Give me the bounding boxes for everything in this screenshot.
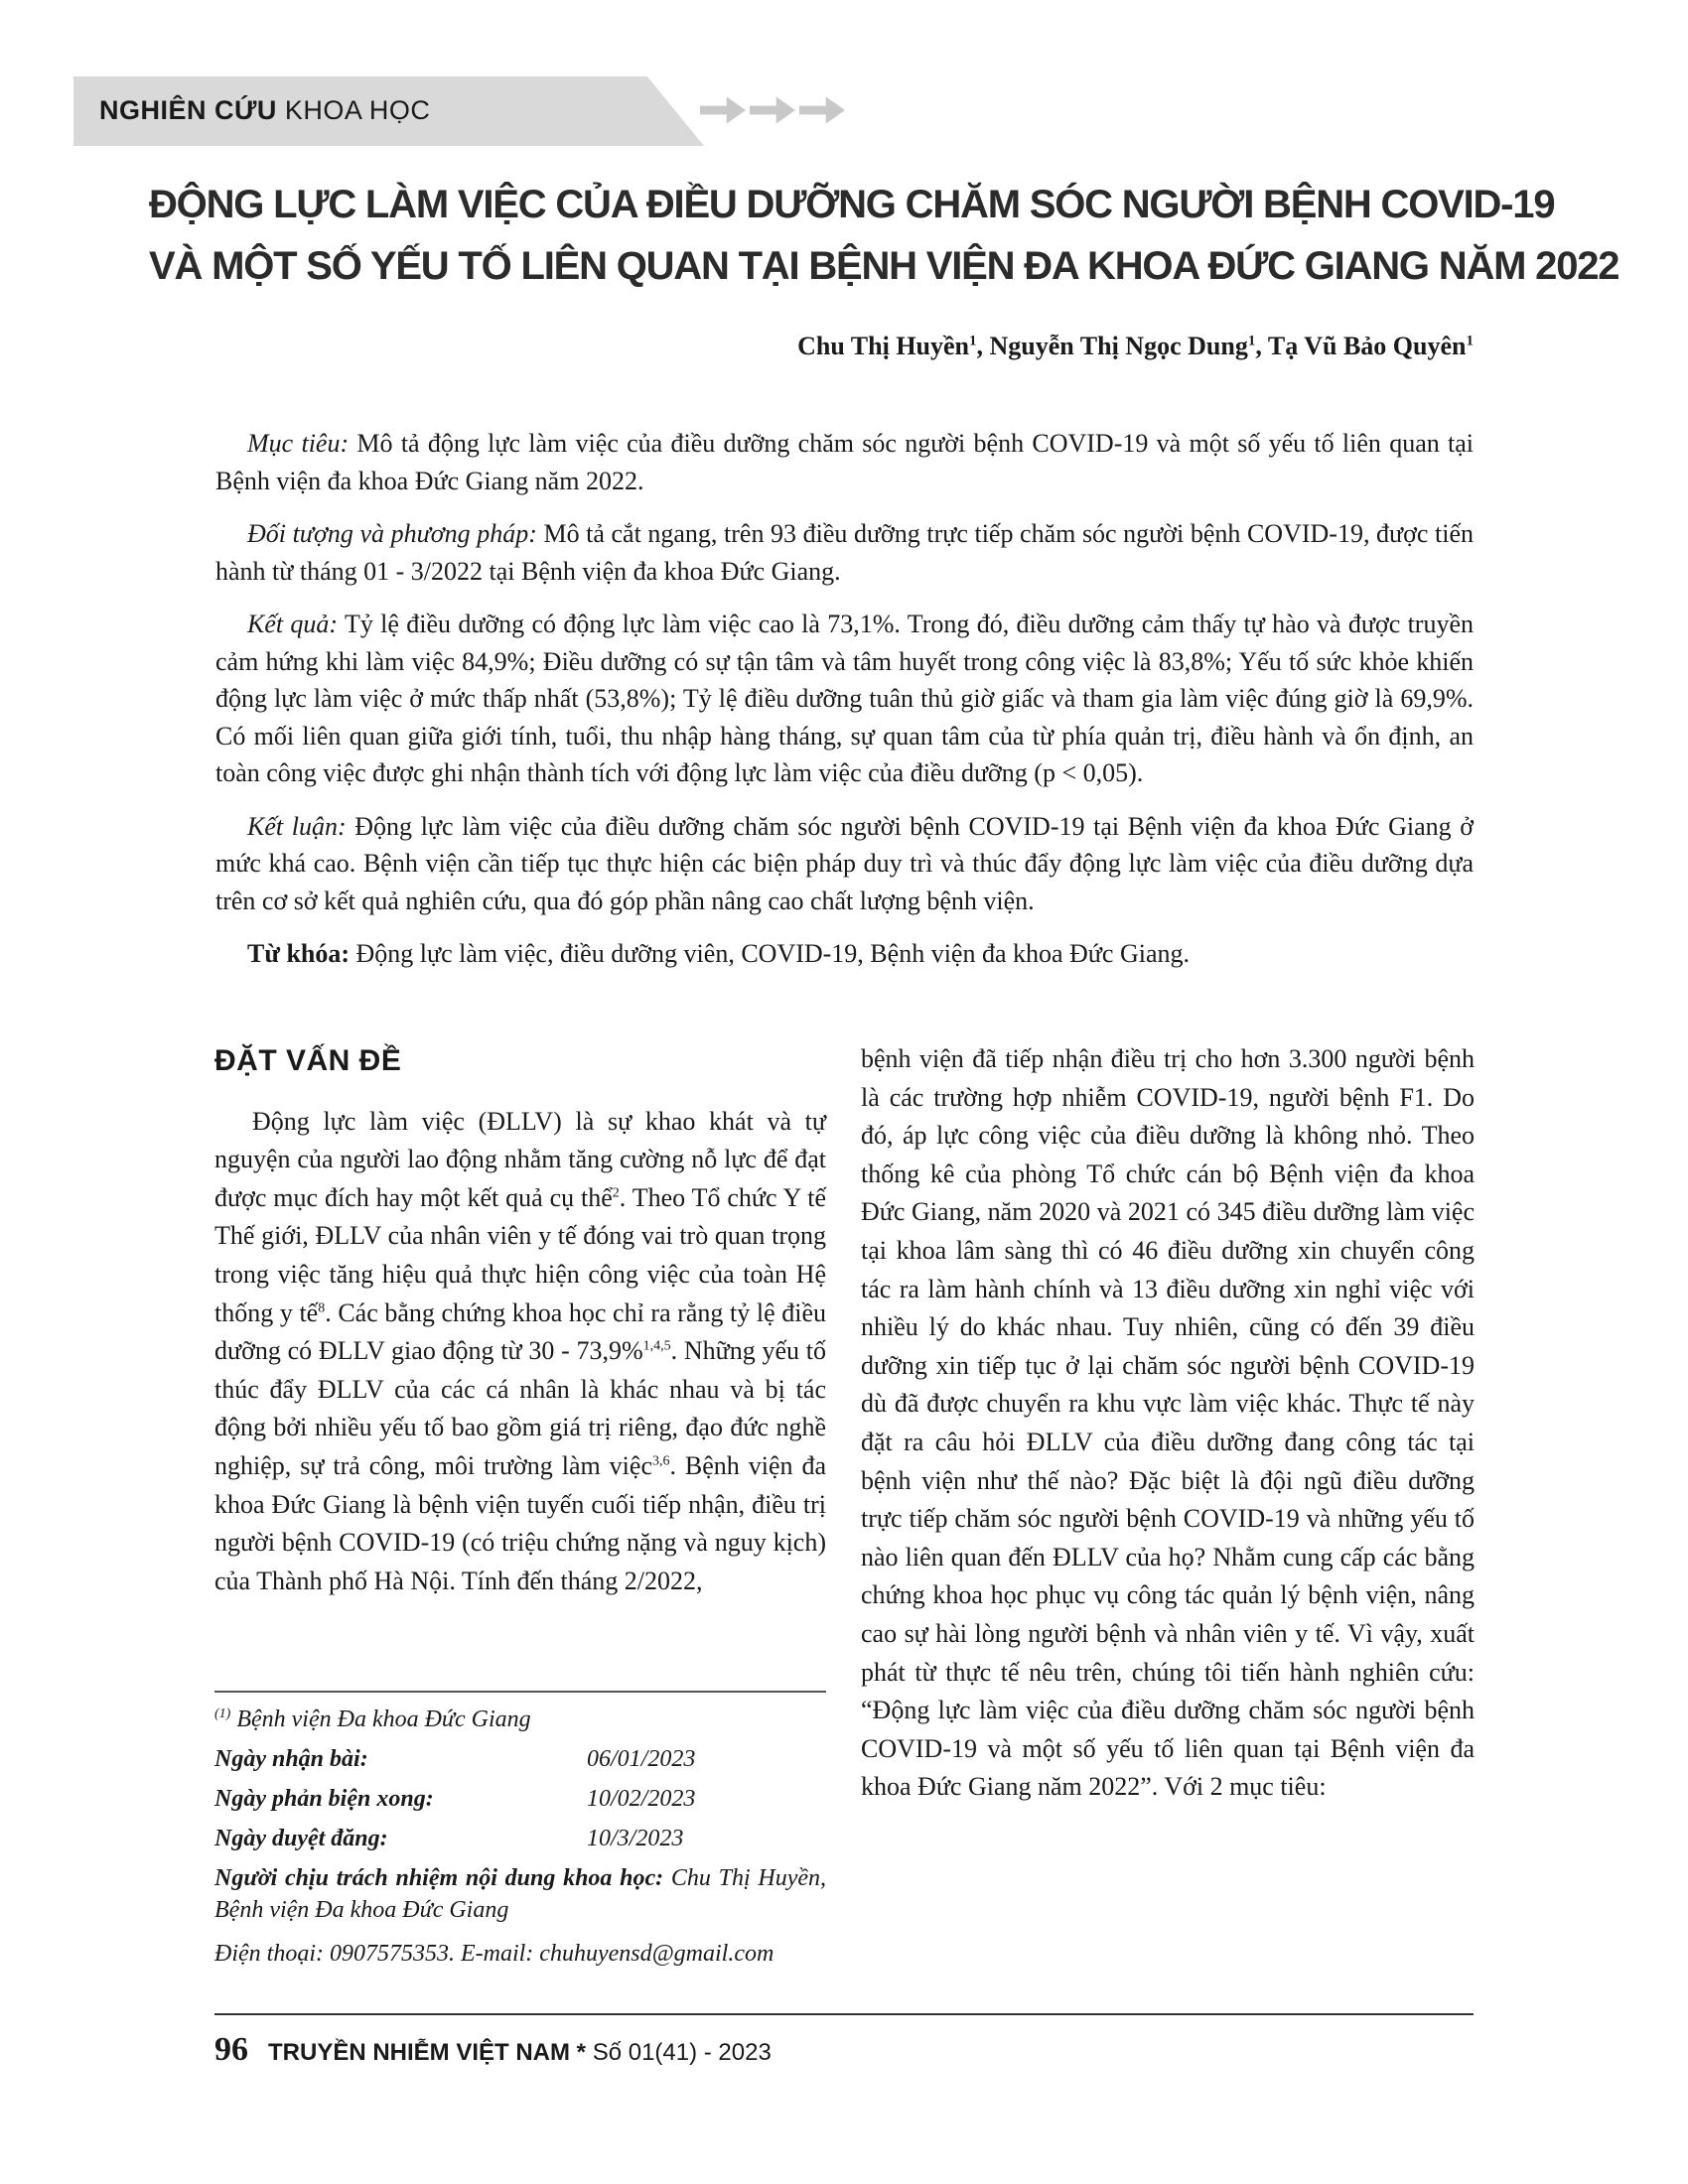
body-column-left — [214, 1042, 826, 1600]
citation: 8 — [318, 1299, 326, 1315]
responsible-person: Người chịu trách nhiệm nội dung khoa học: Chu Thị Huyền, Bệnh viện Đa khoa Đức Giang — [214, 1865, 826, 1923]
header-arrows — [700, 92, 845, 128]
affiliation-mark: 1 — [969, 333, 977, 349]
author-name: Nguyễn Thị Ngọc Dung — [989, 332, 1248, 360]
affiliation-mark: 1 — [1247, 333, 1256, 349]
accepted-date: Ngày duyệt đăng: 10/3/2023 — [214, 1826, 684, 1851]
footnote-divider — [214, 1691, 826, 1693]
arrow-right-icon — [799, 92, 845, 128]
received-date: Ngày nhận bài: 06/01/2023 — [214, 1746, 696, 1772]
page-footer — [214, 2031, 772, 2069]
contact-info: Điện thoại: 0907575353. E-mail: chuhuyensd@gmail.com — [214, 1941, 774, 1967]
arrow-right-icon — [700, 92, 746, 128]
body-column-right — [861, 1040, 1475, 1807]
title-line-1: ĐỘNG LỰC LÀM VIỆC CỦA ĐIỀU DƯỠNG CHĂM SÓC NGƯỜI BỆNH COVID-19 — [149, 183, 1555, 226]
arrow-right-icon — [750, 92, 795, 128]
footer-divider — [214, 2013, 1474, 2015]
journal-info: TRUYỀN NHIỄM VIỆT NAM * Số 01(41) - 2023 — [268, 2039, 772, 2066]
page-number: 96 — [214, 2031, 248, 2068]
section-label: NGHIÊN CỨU KHOA HỌC — [99, 95, 431, 125]
citation: 2 — [612, 1185, 620, 1201]
abstract-methods: Đối tượng và phương pháp: Mô tả cắt ngang, trên 93 điều dưỡng trực tiếp chăm sóc người bệnh COVID-19, được tiến hành từ tháng 01 - 3/2022 tại Bệnh viện đa khoa Đức Giang. — [215, 519, 1474, 586]
citation: 3,6 — [651, 1453, 670, 1469]
abstract — [215, 425, 1474, 989]
citation: 1,4,5 — [642, 1338, 671, 1354]
abstract-objective: Mục tiêu: Mô tả động lực làm việc của điều dưỡng chăm sóc người bệnh COVID-19 và một số yếu tố liên quan tại Bệnh viện đa khoa Đức Giang năm 2022. — [215, 429, 1475, 495]
author-list: Chu Thị Huyền$^1$, Nguyễn Thị Ngọc Dung$^1$, Tạ Vũ Bảo Quyên$^1$ — [797, 332, 1474, 360]
reviewed-date: Ngày phản biện xong: 10/02/2023 — [214, 1786, 696, 1812]
title-line-2: VÀ MỘT SỐ YẾU TỐ LIÊN QUAN TẠI BỆNH VIỆN ĐA KHOA ĐỨC GIANG NĂM 2022 — [149, 244, 1619, 288]
article-title — [149, 174, 1619, 297]
abstract-results: Kết quả: Tỷ lệ điều dưỡng có động lực làm việc cao là 73,1%. Trong đó, điều dưỡng cảm thấy tự hào và được truyền cảm hứng khi làm việc 84,9%; Điều dưỡng có sự tận tâm và tâm huyết trong công việc là 83,8%; Yếu tố sức khỏe khiến động lực làm việc ở mức thấp nhất (53,8%); Tỷ lệ điều dưỡng tuân thủ giờ giấc và tham gia làm việc đúng giờ là 69,9%. Có mối liên quan giữa giới tính, tuổi, thu nhập hàng tháng, sự quan tâm của từ phía quản trị, điều hành và ổn định, an toàn công việc được ghi nhận thành tích với động lực làm việc của điều dưỡng (p < 0,05). — [215, 610, 1475, 787]
author-name: Chu Thị Huyền — [797, 332, 970, 360]
affiliation-mark: 1 — [1466, 333, 1474, 349]
affiliation-note: $^{(1)}$ Bệnh viện Đa khoa Đức Giang — [214, 1706, 531, 1732]
footnotes — [214, 1700, 826, 1974]
keywords: Từ khóa: Động lực làm việc, điều dưỡng viên, COVID-19, Bệnh viện đa khoa Đức Giang. — [247, 939, 1190, 968]
author-name: Tạ Vũ Bảo Quyên — [1267, 332, 1467, 360]
section-heading: ĐẶT VẤN ĐỀ — [214, 1044, 402, 1077]
body-paragraph: Động lực làm việc (ĐLLV) là sự khao khát và tự nguyện của người lao động nhằm tăng cường nỗ lực để đạt được mục đích hay một kết quả cụ thể$^2$. Theo Tổ chức Y tế Thế giới, ĐLLV của nhân viên y tế đóng vai trò quan trọng trong việc tăng hiệu quả thực hiện công việc của toàn Hệ thống y tế$^8$. Các bằng chứng khoa học chỉ ra rằng tỷ lệ điều dưỡng có ĐLLV giao động từ 30 - 73,9%$^{1,4,5}$. Những yếu tố thúc đẩy ĐLLV của các cá nhân là khác nhau và bị tác động bởi nhiều yếu tố bao gồm giá trị riêng, đạo đức nghề nghiệp, sự trả công, môi trường làm việc$^{3,6}$. Bệnh viện đa khoa Đức Giang là bệnh viện tuyến cuối tiếp nhận, điều trị người bệnh COVID-19 (có triệu chứng nặng và nguy kịch) của Thành phố Hà Nội. Tính đến tháng 2/2022, — [214, 1106, 826, 1595]
abstract-conclusion: Kết luận: Động lực làm việc của điều dưỡng chăm sóc người bệnh COVID-19 tại Bệnh viện đa khoa Đức Giang ở mức khá cao. Bệnh viện cần tiếp tục thực hiện các biện pháp duy trì và thúc đẩy động lực làm việc của điều dưỡng dựa trên cơ sở kết quả nghiên cứu, qua đó góp phần nâng cao chất lượng bệnh viện. — [215, 811, 1474, 915]
body-paragraph: bệnh viện đã tiếp nhận điều trị cho hơn 3.300 người bệnh là các trường hợp nhiễm COVID-19, người bệnh F1. Do đó, áp lực công việc của điều dưỡng là không nhỏ. Theo thống kê của phòng Tổ chức cán bộ Bệnh viện đa khoa Đức Giang, năm 2020 và 2021 có 345 điều dưỡng làm việc tại khoa lâm sàng thì có 46 điều dưỡng xin chuyển công tác ra làm hành chính và 13 điều dưỡng xin nghỉ việc với nhiều lý do khác nhau. Tuy nhiên, cũng có đến 39 điều dưỡng xin tiếp tục ở lại chăm sóc người bệnh COVID-19 dù đã được chuyển ra khu vực làm việc khác. Thực tế này đặt ra câu hỏi ĐLLV của điều dưỡng đang công tác tại bệnh viện như thế nào? Đặc biệt là đội ngũ điều dưỡng trực tiếp chăm sóc người bệnh COVID-19 và những yếu tố nào liên quan đến ĐLLV của họ? Nhằm cung cấp các bằng chứng khoa học phục vụ công tác quản lý bệnh viện, nâng cao sự hài lòng người bệnh và nhân viên y tế. Vì vậy, xuất phát từ thực tế nêu trên, chúng tôi tiến hành nghiên cứu: “Động lực làm việc của điều dưỡng chăm sóc người bệnh COVID-19 và một số yếu tố liên quan tại Bệnh viện đa khoa Đức Giang năm 2022”. Với 2 mục tiêu: — [861, 1044, 1475, 1802]
